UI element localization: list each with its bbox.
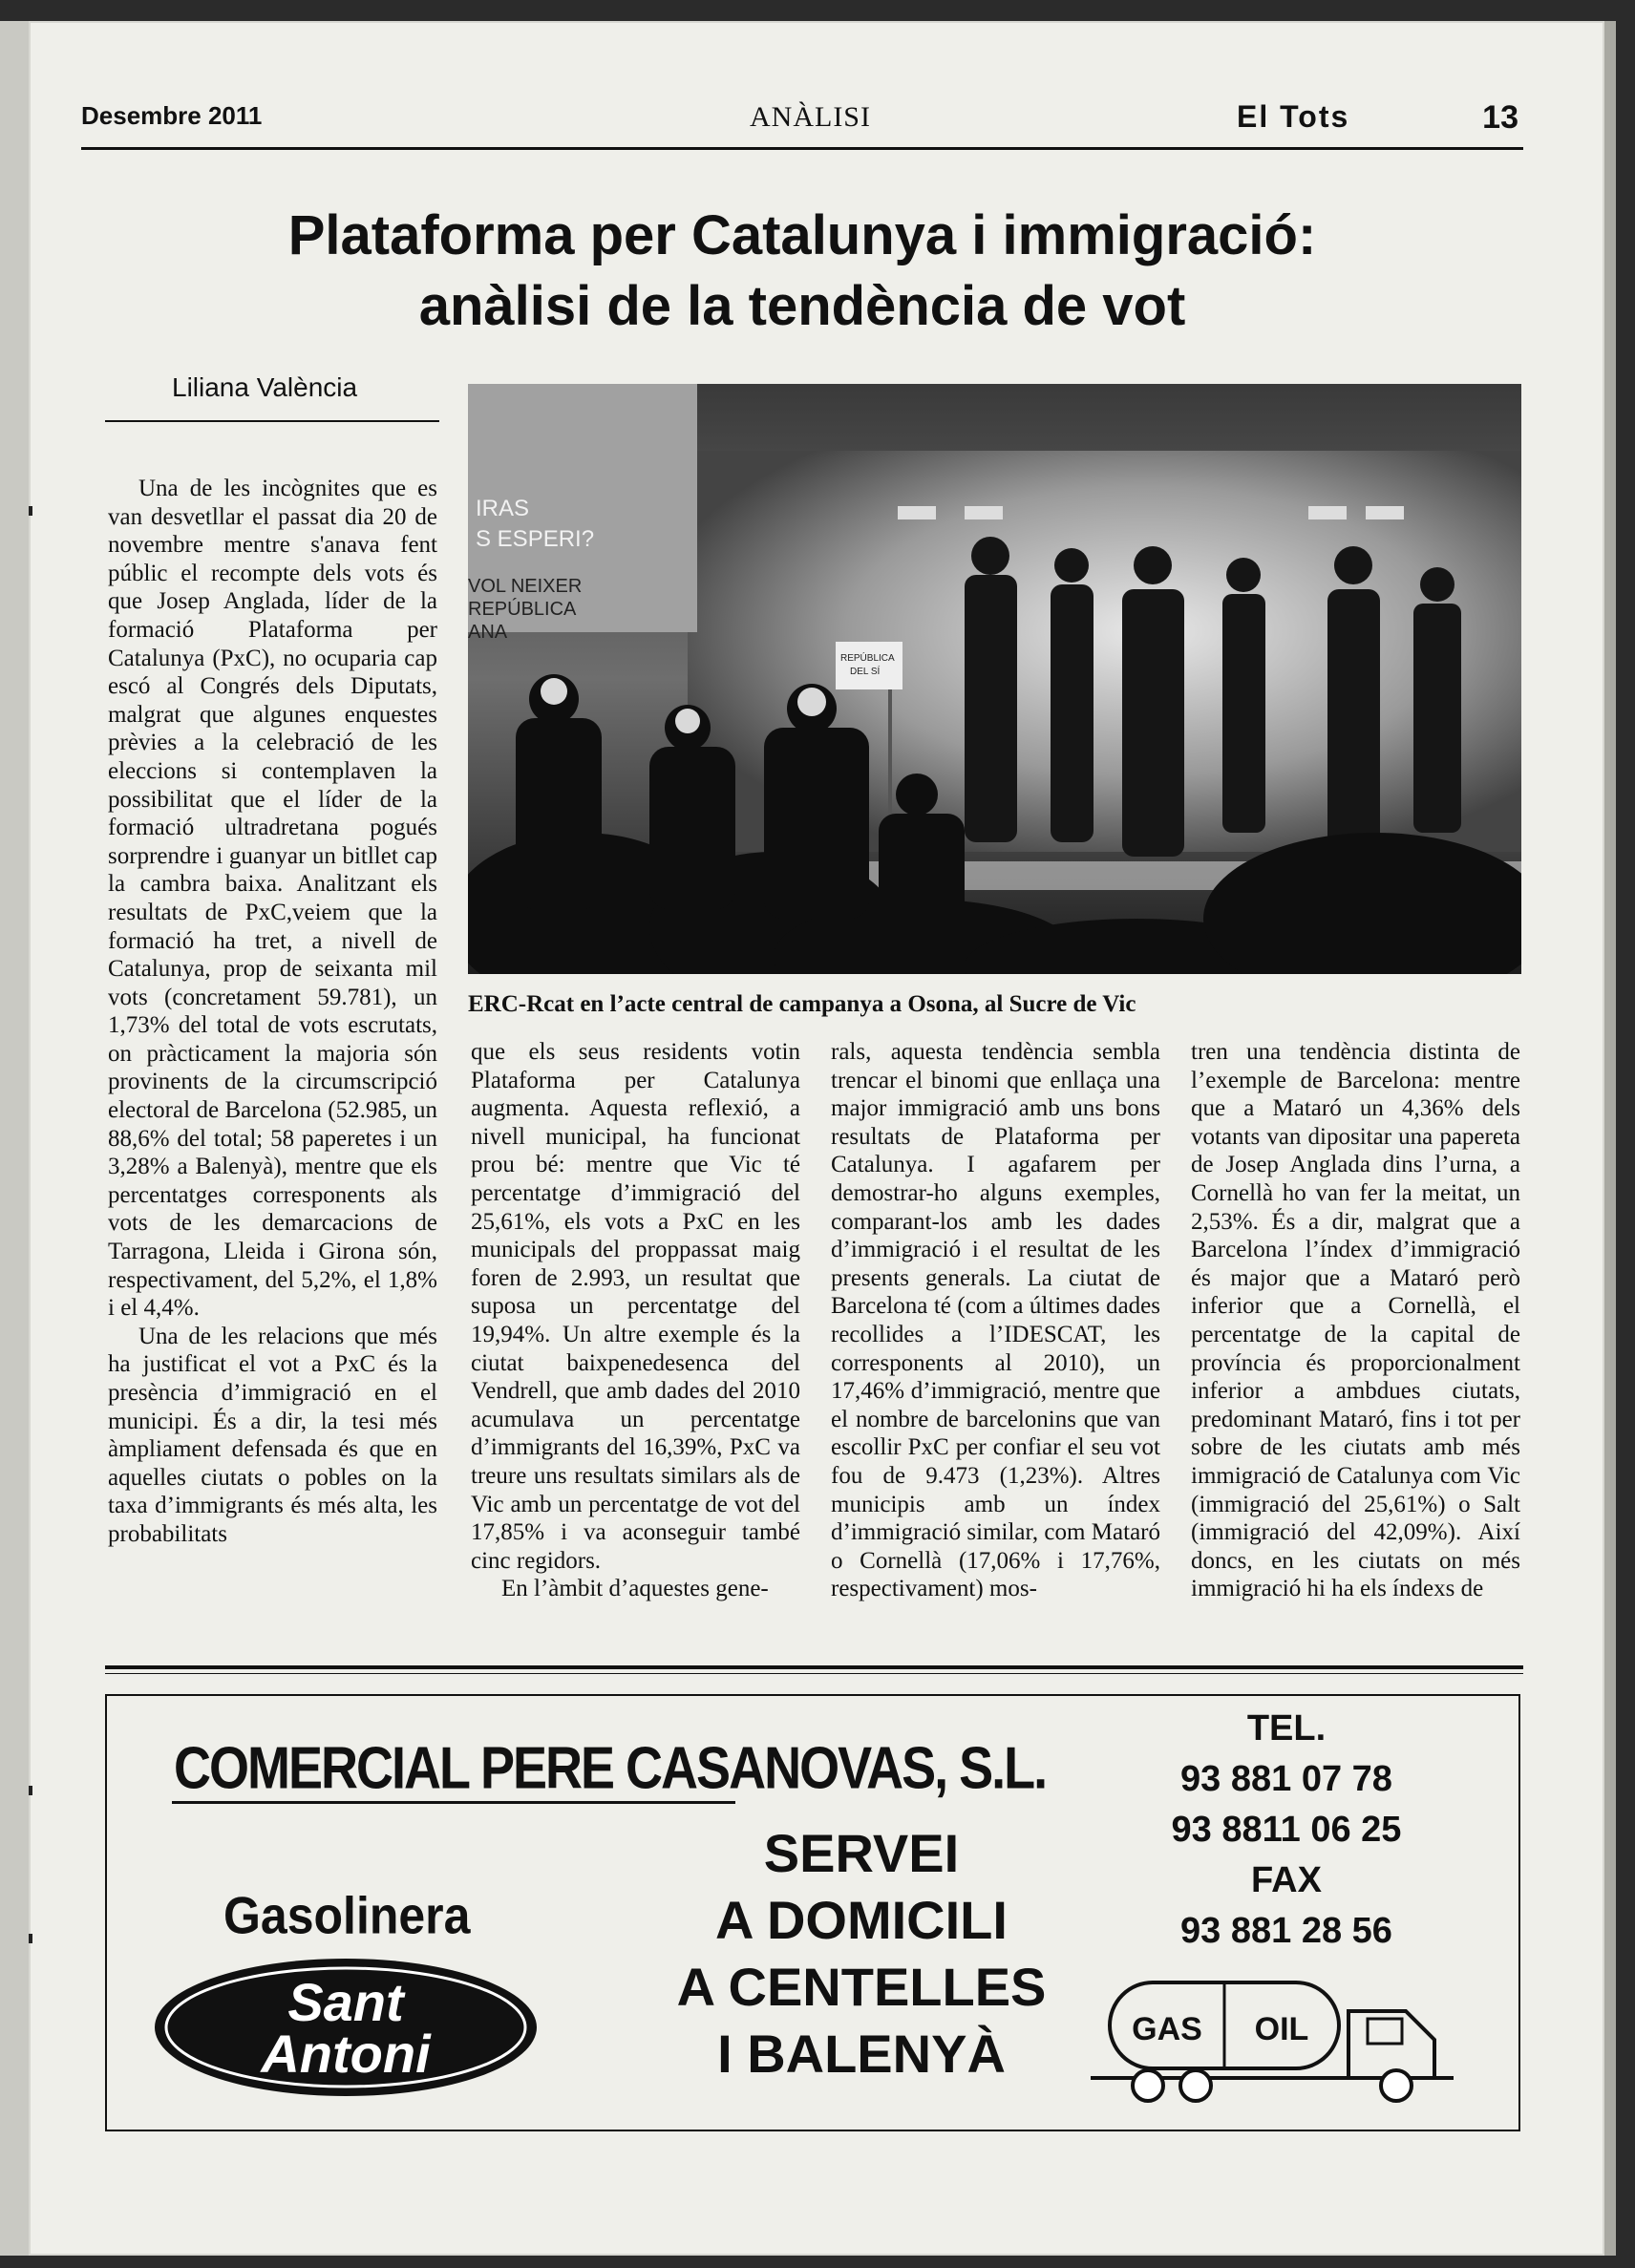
advert-rule-thin [105, 1673, 1523, 1674]
binding-mark [29, 1934, 32, 1943]
screen-text-3: VOL NEIXER [468, 576, 583, 597]
section-title: ANÀLISI [750, 101, 871, 133]
header-rule [81, 147, 1523, 150]
magazine-name: El Tots [1237, 99, 1350, 134]
tel-label: TEL. [1246, 1708, 1327, 1749]
tel-number-2: 93 8811 06 25 [1171, 1810, 1402, 1850]
event-photo-illustration [468, 384, 1521, 974]
page-header [81, 95, 1523, 141]
screen-text-4: REPÚBLICA [468, 599, 577, 620]
article-photo [468, 384, 1521, 974]
issue-date: Desembre 2011 [81, 101, 263, 130]
paragraph: rals, aquesta tendència sembla trencar el binomi que enllaça una major immigració amb uns bons resultats de Plataforma per Catalunya. I agafarem per demostrar-ho alguns exemples, comparant-los amb les dades d’immigració i el resultat de les presents generals. La ciutat de Barcelona té (com a últimes dades recollides a l’IDESCAT, les corresponents al 2010), un 17,46% d’immigració, mentre que el nombre de barcelonins que van escollir PxC per confiar el seu vot fou de 9.473 (1,23%). Altres municipis amb un índex d’immigració similar, com Mataró o Cornellà (17,06% i 17,76%, respectivament) mos- [831, 1039, 1160, 1602]
article-column-2 [471, 1038, 800, 1603]
binding-mark [29, 506, 32, 516]
screen-text-1: IRAS [476, 496, 530, 521]
advert-rule [105, 1665, 1523, 1669]
page-edge [1604, 21, 1616, 2256]
byline-rule [105, 420, 439, 422]
paragraph: Una de les relacions que més ha justificat el vot a PxC és la presència d’immigració en el municipi. És a dir, la tesi més àmpliament defensada és que en aquelles ciutats o pobles on la taxa d’immigrants és més alta, les probabilitats [108, 1323, 437, 1547]
logo-text-sant: Sant [287, 1972, 404, 2032]
advert-service-text [613, 1820, 1110, 2088]
tanker-truck-drawing [1091, 1963, 1463, 2107]
screen-text-5: ANA [468, 622, 508, 643]
article-column-1 [108, 475, 437, 1549]
sant-antoni-logo [155, 1956, 546, 2104]
title-line-1: Plataforma per Catalunya i immigració: [287, 204, 1317, 266]
advert-gasolinera: Gasolinera [223, 1886, 471, 1945]
service-line-4: I BALENYÀ [717, 2024, 1006, 2084]
advert-contact [1129, 1704, 1444, 1957]
tel-number-1: 93 881 07 78 [1180, 1759, 1392, 1799]
article-column-4 [1191, 1038, 1520, 1603]
podium-text-1: REPÚBLICA [840, 653, 895, 664]
screen-text-2: S ESPERI? [476, 526, 595, 552]
tank-label-oil: OIL [1254, 2011, 1309, 2047]
article-column-3 [831, 1038, 1160, 1603]
tank-label-gas: GAS [1132, 2011, 1202, 2047]
page-number: 13 [1482, 99, 1518, 136]
service-line-2: A DOMICILI [715, 1890, 1008, 1950]
logo-text-antoni: Antoni [261, 2024, 431, 2084]
podium-sign [836, 642, 902, 689]
article-title [105, 201, 1499, 342]
paragraph: En l’àmbit d’aquestes gene- [501, 1576, 769, 1602]
fax-label: FAX [1251, 1860, 1322, 1900]
sant-antoni-logo-art [155, 1956, 546, 2099]
tanker-truck-icon [1091, 1963, 1463, 2111]
paragraph: que els seus residents votin Plataforma per Catalunya augmenta. Aquesta reflexió, a nivell municipal, ha funcionat prou bé: mentre que Vic té percentatge d’immigració del 25,61%, els vots a PxC en les municipals del proppassat maig foren de 2.993, un resultat que suposa un percentatge del 19,94%. Un altre exemple és la ciutat baixpenedesenca del Vendrell, que amb dades del 2010 acumulava un percentatge d’immigrants del 16,39%, PxC va treure uns resultats similars als de Vic amb un percentatge de vot del 17,85% i va aconseguir també cinc regidors. [471, 1039, 800, 1574]
paragraph: tren una tendència distinta de l’exemple de Barcelona: mentre que a Mataró un 4,36% dels votants van dipositar una papereta de Josep Anglada dins l’urna, a Cornellà ho van fer la meitat, un 2,53%. És a dir, malgrat que a Barcelona l’índex d’immigració és major que a Mataró però inferior que a Cornellà, el percentatge de la capital de província és proporcionalment inferior a ambdues ciutats, predominant Mataró, fins i tot per sobre de les ciutats amb més immigració de Catalunya com Vic (immigració del 25,61%) o Salt (immigració del 42,09%). Així doncs, en les ciutats on més immigració hi ha els índexs de [1191, 1039, 1520, 1602]
service-line-3: A CENTELLES [676, 1957, 1047, 2017]
previous-page-edge [0, 21, 29, 2256]
paragraph: Una de les incògnites que es van desvetllar el passat dia 20 de novembre mentre s'anava fent públic el recompte dels vots és que Josep Anglada, líder de la formació Plataforma per Catalunya (PxC), no ocuparia cap escó al Congrés dels Diputats, malgrat que algunes enquestes prèvies a la celebració de les eleccions si contemplaven la possibilitat que el líder de la formació ultradretana pogués sorprendre i guanyar un bitllet cap la cambra baixa. Analitzant els resultats de PxC,veiem que la formació ha tret, a nivell de Catalunya, prop de seixanta mil vots (concretament 59.781), un 1,73% del total de vots escrutats, on pràcticament la majoria són provinents de la circumscripció electoral de Barcelona (52.985, un 88,6% del total; 58 paperetes i un 3,28% a Balenyà), mentre que els percentatges corresponents als vots de les demarcacions de Tarragona, Lleida i Girona són, respectivament, del 5,2%, el 1,8% i el 4,4%. [108, 476, 437, 1322]
service-line-1: SERVEI [763, 1823, 960, 1883]
company-underline [172, 1801, 735, 1804]
podium-text-2: DEL SÍ [850, 667, 881, 677]
fax-number: 93 881 28 56 [1180, 1911, 1392, 1951]
binding-mark [29, 1786, 32, 1795]
advertisement [105, 1694, 1520, 2131]
author-byline: Liliana València [172, 372, 358, 402]
photo-caption: ERC-Rcat en l’acte central de campanya a Osona, al Sucre de Vic [468, 991, 1136, 1017]
title-line-2: anàlisi de la tendència de vot [418, 275, 1186, 337]
advert-company-name: COMERCIAL PERE CASANOVAS, S.L. [174, 1735, 1047, 1802]
